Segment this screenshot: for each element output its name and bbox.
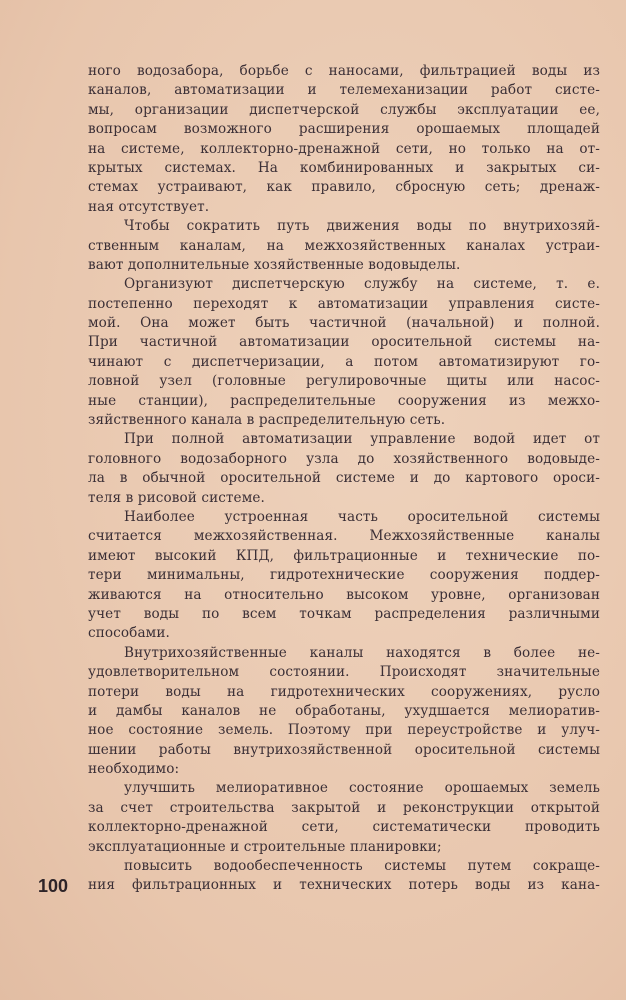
text-line: ловной узел (головные регулировочные щиты или насос- — [88, 373, 600, 390]
text-line: на системе, коллекторно-дренажной сети, но только на от- — [88, 140, 600, 157]
page-number: 100 — [38, 876, 69, 896]
text-line: ная отсутствует. — [88, 198, 210, 215]
text-line: вают дополнительные хозяйственные водовыделы. — [88, 256, 461, 273]
text-line: шении работы внутрихозяйственной оросительной системы — [88, 741, 600, 758]
text-line: мой. Она может быть частичной (начальной) и полной. — [88, 315, 600, 332]
text-line: способами. — [88, 625, 170, 642]
text-line: ла в обычной оросительной системе и до картового ороси- — [88, 470, 600, 487]
text-line: Внутрихозяйственные каналы находятся в более не- — [124, 644, 600, 661]
text-line: чинают с диспетчеризации, а потом автоматизируют го- — [88, 353, 600, 370]
text-line: коллекторно-дренажной сети, систематически проводить — [88, 819, 600, 836]
text-line: эксплуатационные и строительные планировки; — [88, 838, 442, 855]
text-line: считается межхозяйственная. Межхозяйственные каналы — [88, 528, 600, 545]
text-line: мы, организации диспетчерской службы эксплуатации ее, — [88, 101, 600, 118]
text-line: повысить водообеспеченность системы путем сокраще- — [124, 858, 600, 875]
text-line: теля в рисовой системе. — [88, 489, 265, 506]
text-line: Организуют диспетчерскую службу на системе, т. е. — [124, 276, 600, 293]
text-line: постепенно переходят к автоматизации управления систе- — [88, 295, 600, 312]
text-line: имеют высокий КПД, фильтрационные и технические по- — [88, 547, 600, 564]
text-line: Чтобы сократить путь движения воды по внутрихозяй- — [124, 218, 600, 235]
text-line: потери воды на гидротехнических сооружениях, русло — [88, 683, 600, 700]
text-line: каналов, автоматизации и телемеханизации работ систе- — [88, 82, 600, 99]
text-line: ное состояние земель. Поэтому при переустройстве и улуч- — [88, 722, 600, 739]
text-line: живаются на относительно высоком уровне, организован — [88, 586, 600, 603]
text-line: ния фильтрационных и технических потерь воды из кана- — [88, 877, 600, 894]
text-line: головного водозаборного узла до хозяйственного водовыде- — [88, 450, 600, 467]
text-line: учет воды по всем точкам распределения различными — [88, 605, 600, 622]
text-line: При полной автоматизации управление водой идет от — [124, 431, 600, 448]
text-line: необходимо: — [88, 761, 180, 778]
text-line: ного водозабора, борьбе с наносами, фильтрацией воды из — [88, 63, 600, 79]
text-line: Наиболее устроенная часть оросительной системы — [124, 508, 600, 525]
text-line: ственным каналам, на межхозяйственных каналах устраи- — [88, 237, 600, 254]
text-line: удовлетворительном состоянии. Происходят значительные — [88, 664, 600, 681]
text-line: за счет строительства закрытой и реконструкции открытой — [88, 799, 600, 816]
book-page-text — [88, 62, 600, 896]
text-line: крытых системах. На комбинированных и закрытых си- — [88, 159, 600, 176]
text-line: вопросам возможного расширения орошаемых площадей — [88, 121, 600, 138]
text-line: ные станции), распределительные сооружения из межхо- — [88, 392, 600, 409]
text-line: стемах устраивают, как правило, сбросную сеть; дренаж- — [88, 179, 600, 196]
text-line: зяйственного канала в распределительную сеть. — [88, 412, 446, 429]
text-line: тери минимальны, гидротехнические сооружения поддер- — [88, 567, 600, 584]
text-line: улучшить мелиоративное состояние орошаемых земель — [124, 780, 600, 797]
text-line: При частичной автоматизации оросительной системы на- — [88, 334, 600, 351]
text-line: и дамбы каналов не обработаны, ухудшается мелиоратив- — [88, 702, 600, 719]
